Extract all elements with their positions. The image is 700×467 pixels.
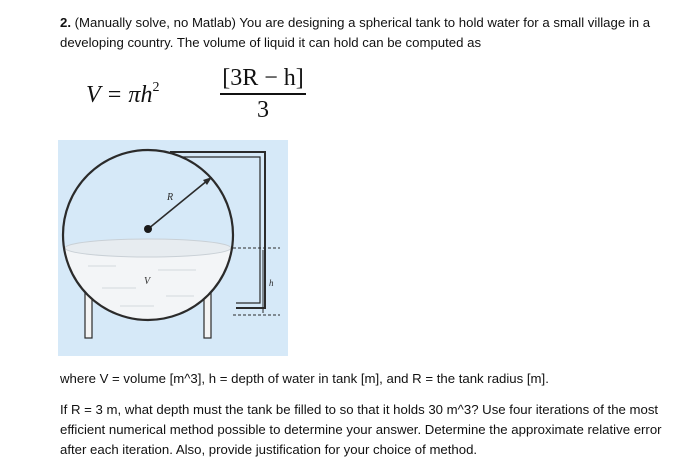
formula-exponent: 2 [152,80,160,95]
variable-definitions: where V = volume [m^3], h = depth of water in tank [m], and R = the tank radius [m]. [60,371,549,386]
label-radius: R [167,192,174,203]
problem-intro-text: (Manually solve, no Matlab) You are designing a spherical tank to hold water for a small village in a developing country. The volume of liquid it can hold can be computed as [60,15,651,50]
problem-number: 2. [60,15,71,30]
problem-intro [60,13,685,53]
tank-diagram [58,140,288,356]
label-depth: h [269,278,274,288]
formula-fraction [220,64,306,123]
formula-lhs [86,80,159,109]
fraction-bar [220,93,306,95]
problem-block [50,0,690,467]
sphere-center-dot [144,225,152,233]
label-volume: V [144,276,151,287]
formula-lhs-text: V = πh [86,82,153,108]
formula-denominator: 3 [257,96,269,123]
problem-question: If R = 3 m, what depth must the tank be filled to so that it holds 30 m^3? Use four iterations of the most efficient numerical method possible to determine your answer. Determine the approximate relative error after each iteration. Also, provide justification for your choice of method. [60,402,662,457]
formula-numerator: [3R − h] [222,65,304,91]
tank-figure [58,140,288,356]
water-surface [65,239,231,257]
